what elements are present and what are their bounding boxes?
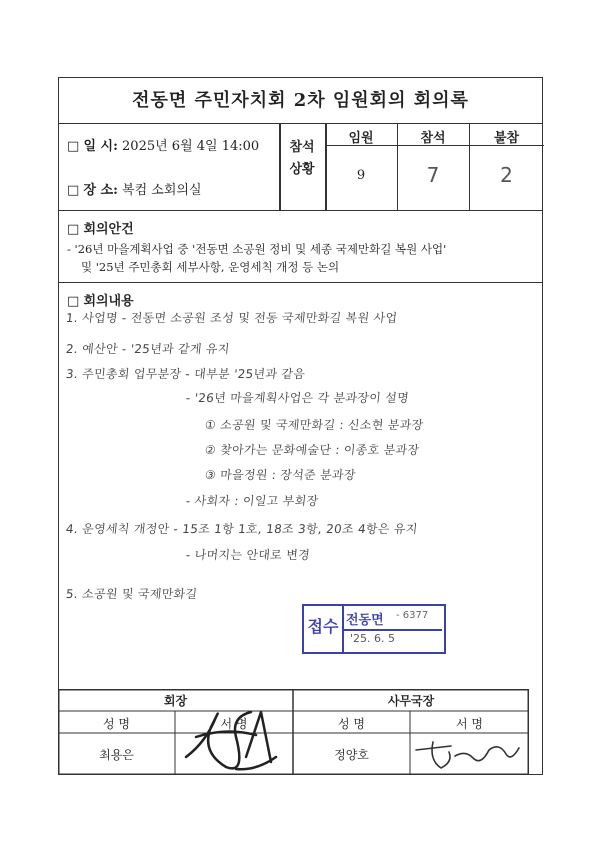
- date-row: [67, 135, 259, 154]
- content-line: 4. 운영세칙 개정안 - 15조 1항 1호, 18조 3항, 20조 4항은 유지: [65, 522, 419, 536]
- chairman-signature: [176, 697, 286, 777]
- checkbox-marker: □: [67, 294, 80, 309]
- content-line: 3. 주민총회 업무분장 - 대부분 '25년과 같음: [65, 367, 306, 381]
- checkbox-marker: □: [67, 183, 80, 198]
- content-line: 1. 사업명 - 전동면 소공원 조성 및 전동 국제만화길 복원 사업: [65, 311, 399, 325]
- attendance-header-absent: 불참: [493, 131, 520, 146]
- content-line: ① 소공원 및 국제만화길 : 신소현 분과장: [204, 418, 425, 432]
- chairman-name: 최용은: [99, 748, 134, 762]
- secretary-name: 정양호: [334, 748, 369, 762]
- attendance-value-members: 9: [356, 168, 366, 183]
- attendance-label: 참석 상황: [289, 140, 315, 177]
- place-label: 장 소:: [83, 183, 118, 198]
- signature-table: [58, 689, 529, 775]
- content-line: ③ 마을정원 : 장석준 분과장: [204, 468, 357, 482]
- place-row: [67, 179, 202, 198]
- sign-header: 서 명: [220, 717, 248, 731]
- document-title: 전동면 주민자치회 2차 임원회의 회의록: [59, 78, 542, 124]
- sign-header: 서 명: [456, 717, 483, 731]
- attendance-value-present: 7: [426, 163, 440, 187]
- content-line: - 나머지는 안대로 변경: [185, 548, 311, 562]
- content-line: - 사회자 : 이일고 부회장: [185, 494, 320, 508]
- content-line: 5. 소공원 및 국제만화길: [65, 587, 199, 601]
- agenda-line: 및 '25년 주민총회 세부사항, 운영세칙 개정 등 논의: [81, 260, 340, 274]
- attendance-value-absent: 2: [500, 163, 513, 187]
- stamp-org: 전동면: [346, 613, 384, 628]
- content-line: ② 찾아가는 문화예술단 : 이종호 분과장: [204, 443, 421, 457]
- attendance-header-members: 임원: [348, 131, 374, 146]
- agenda-line: - '26년 마을계획사업 중 '전동면 소공원 정비 및 세종 국제만화길 복원 사업': [67, 242, 447, 256]
- checkbox-marker: □: [67, 139, 80, 154]
- content-line: - '26년 마을계획사업은 각 분과장이 설명: [185, 391, 410, 405]
- secretary-signature: [411, 732, 526, 776]
- stamp-date: '25. 6. 5: [350, 632, 396, 645]
- date-label: 일 시:: [83, 139, 118, 154]
- role-secretary-general: 사무국장: [387, 694, 435, 708]
- stamp-number: - 6377: [396, 610, 429, 621]
- receipt-stamp: [302, 604, 446, 654]
- agenda-title: 회의안건: [83, 222, 134, 237]
- meeting-info: [59, 123, 542, 211]
- name-header: 성 명: [338, 717, 365, 731]
- name-header: 성 명: [103, 717, 130, 731]
- date-value: 2025년 6월 4일 14:00: [122, 139, 260, 154]
- attendance-header-present: 참석: [420, 131, 446, 146]
- role-chairman: 회장: [163, 694, 188, 708]
- place-value: 복컴 소회의실: [122, 183, 202, 198]
- stamp-label: 접수: [304, 606, 344, 652]
- agenda-section: [59, 210, 542, 283]
- checkbox-marker: □: [67, 222, 80, 237]
- content-line: 2. 예산안 - '25년과 같게 유지: [65, 342, 231, 356]
- content-title: 회의내용: [83, 294, 134, 309]
